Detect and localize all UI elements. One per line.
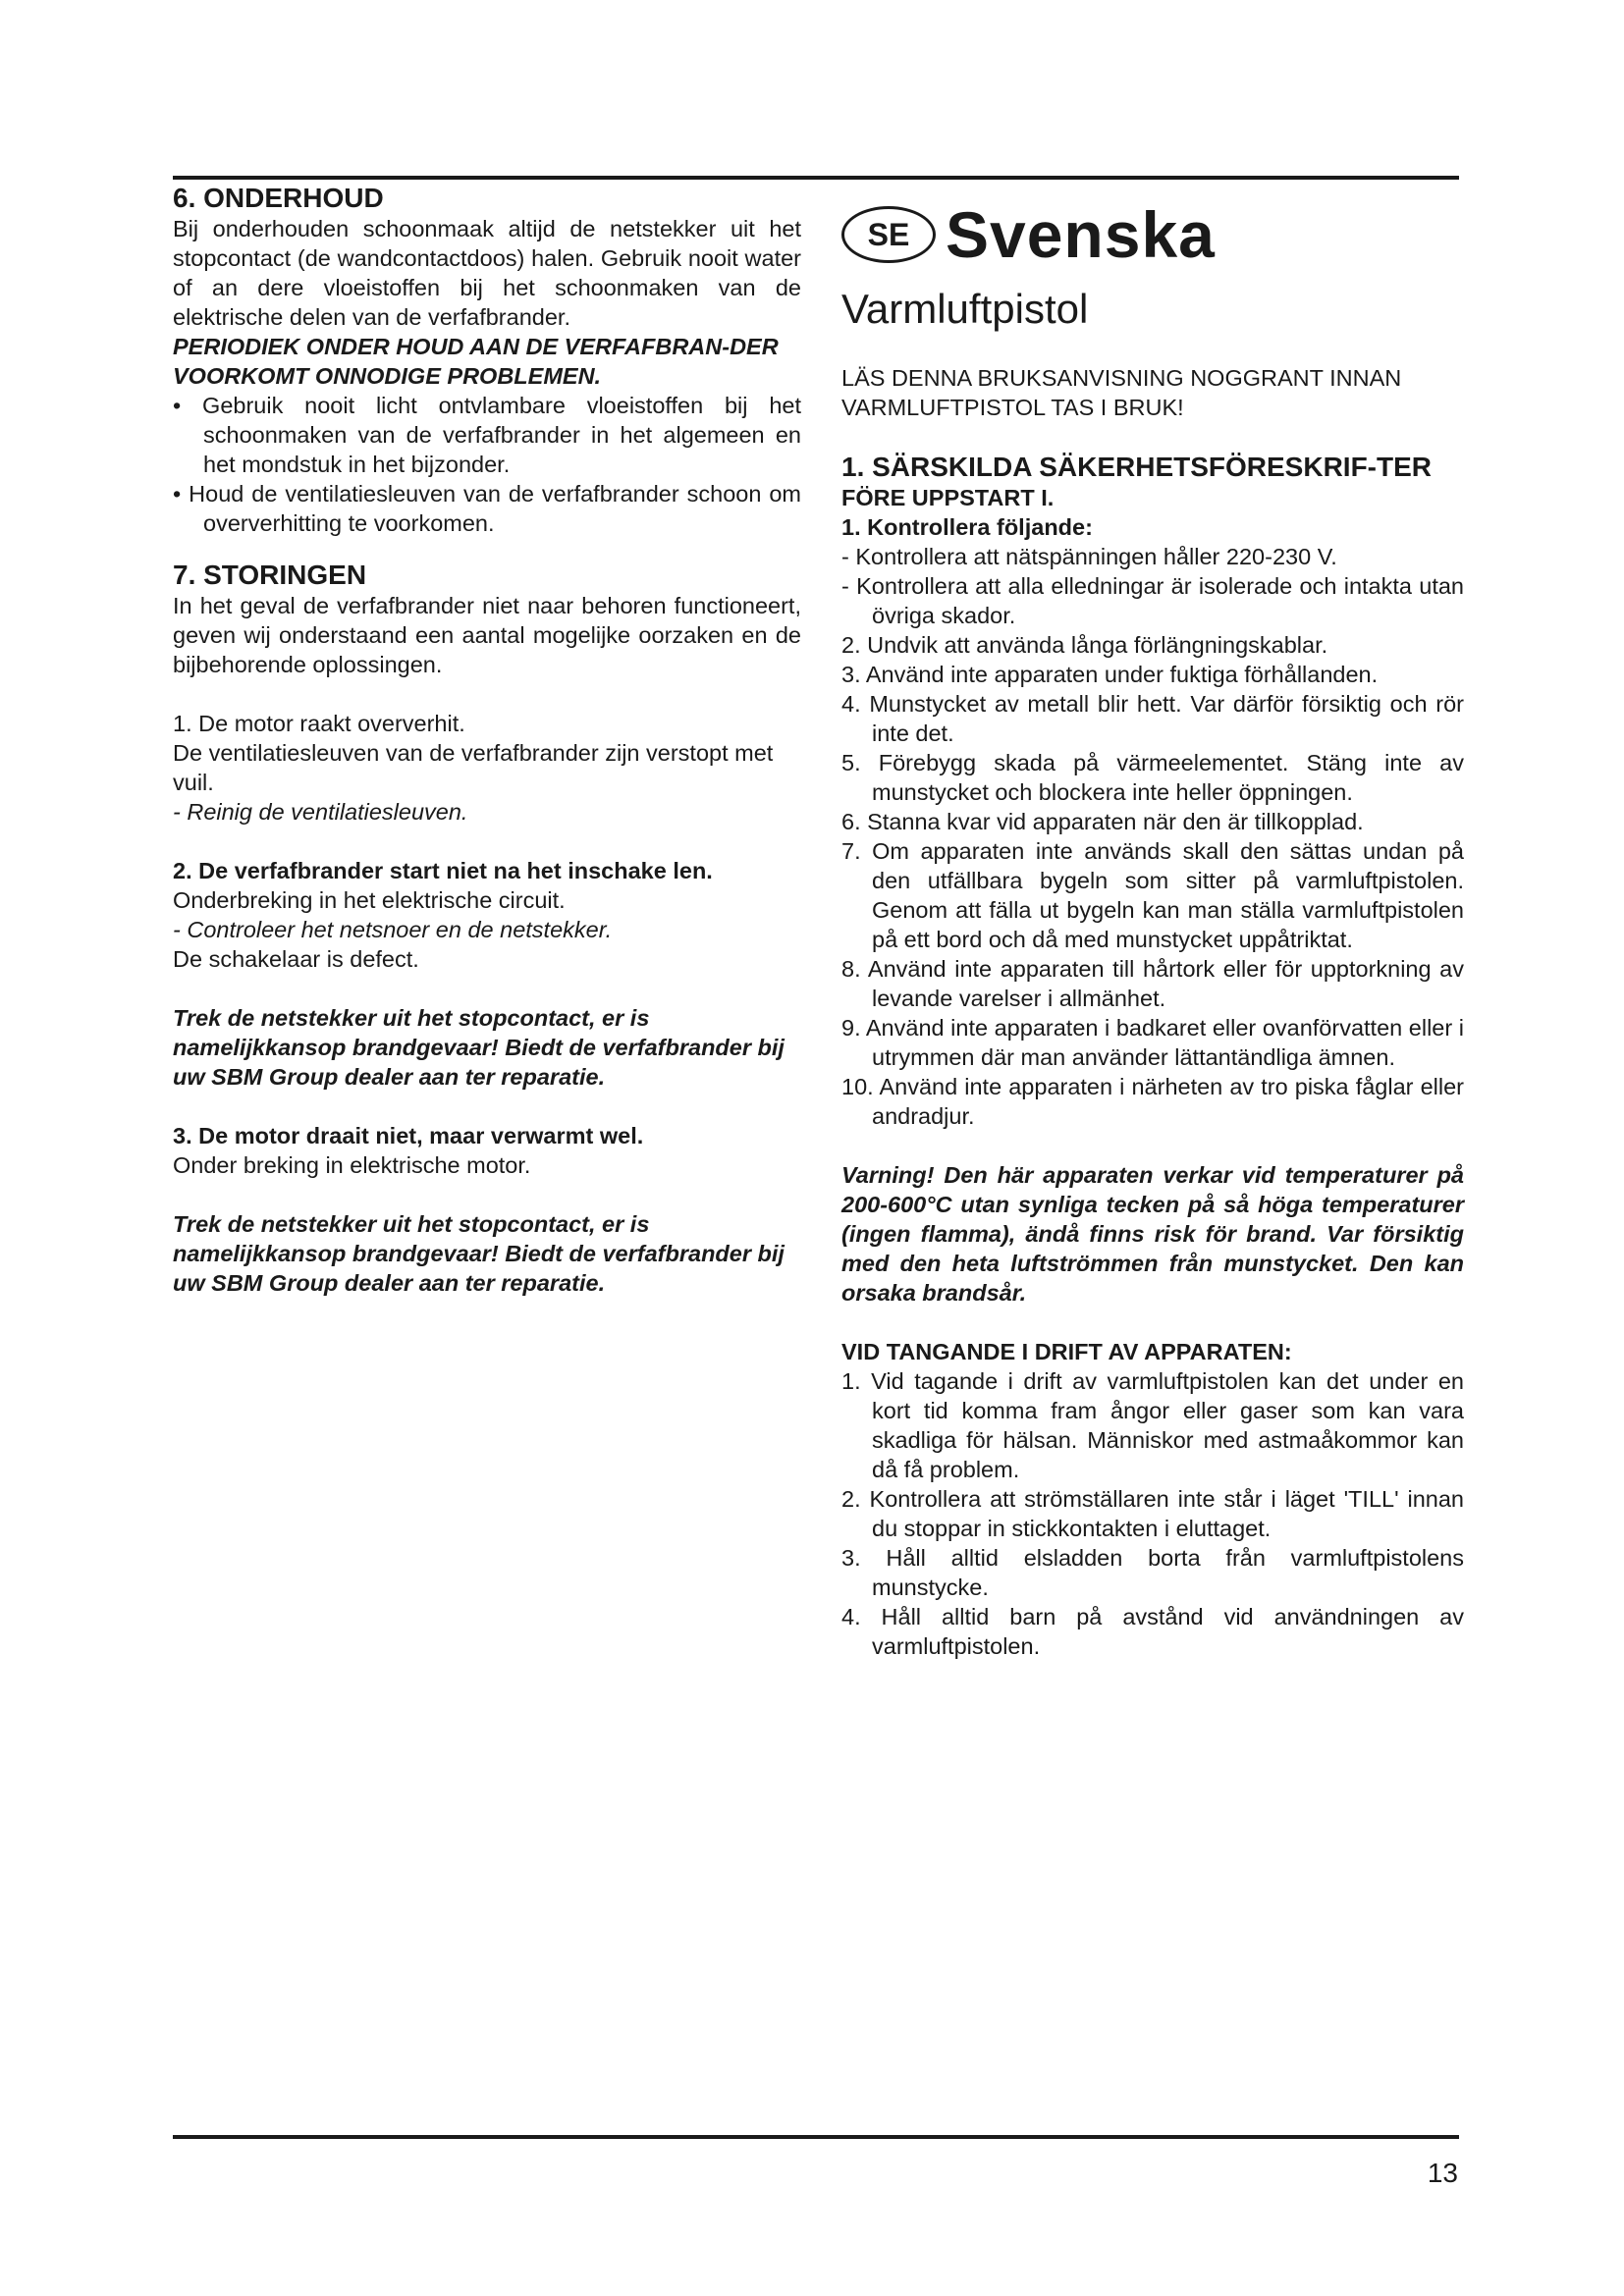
- section-6-warning: PERIODIEK ONDER HOUD AAN DE VERFAFBRAN-DER VOORKOMT ONNODIGE PROBLEMEN.: [173, 334, 779, 389]
- list-item: 1. Vid tagande i drift av varmluftpistolen kan det under en kort tid komma fram ångor eller gaser som kan vara skadliga för hälsan. Människor med astmaåkommor kan då få problem.: [841, 1368, 1464, 1482]
- list-item: - Kontrollera att nätspänningen håller 220-230 V.: [841, 544, 1337, 569]
- language-badge: SE: [841, 206, 936, 263]
- section-1-title: 1. SÄRSKILDA SÄKERHETSFÖRESKRIF-TER: [841, 452, 1433, 482]
- list-item: 2. Undvik att använda långa förlängningskablar.: [841, 632, 1328, 658]
- page-number: 13: [1427, 2158, 1458, 2188]
- problem-1-fix: - Reinig de ventilatiesleuven.: [173, 799, 468, 825]
- problem-2-text-2: De schakelaar is defect.: [173, 946, 419, 972]
- problem-2-title: 2. De verfafbrander start niet na het inschake len.: [173, 858, 713, 883]
- problem-1-title: 1. De motor raakt oververhit.: [173, 711, 465, 736]
- section-1-subtitle: FÖRE UPPSTART I.: [841, 485, 1055, 510]
- bottom-rule: [173, 2135, 1459, 2139]
- list-item: 3. Håll alltid elsladden borta från varmluftpistolens munstycke.: [841, 1545, 1464, 1600]
- problem-3-title: 3. De motor draait niet, maar verwarmt wel.: [173, 1123, 644, 1148]
- list-item: 3. Använd inte apparaten under fuktiga förhållanden.: [841, 662, 1379, 687]
- section-7-title: 7. STORINGEN: [173, 560, 367, 590]
- section-6-intro: Bij onderhouden schoonmaak altijd de netstekker uit het stopcontact (de wandcontactdoos) halen. Gebruik nooit water of an dere vloeistoffen bij het schoonmaken van de elektrische delen van de verfafbrander.: [173, 216, 801, 330]
- list-item: 2. Kontrollera att strömställaren inte står i läget 'TILL' innan du stoppar in stickkontakten i eluttaget.: [841, 1486, 1464, 1541]
- warning-2: Trek de netstekker uit het stopcontact, er is namelijkkansop brandgevaar! Biedt de verfafbrander bij uw SBM Group dealer aan ter reparatie.: [173, 1211, 785, 1296]
- section-1-subtitle-2: 1. Kontrollera följande:: [841, 514, 1093, 540]
- list-item: 5. Förebygg skada på värmeelementet. Stäng inte av munstycket och blockera inte heller öppningen.: [841, 750, 1464, 805]
- list-item: 9. Använd inte apparaten i badkaret eller ovanförvatten eller i utrymmen där man använder lättantändliga ämnen.: [841, 1015, 1464, 1070]
- problem-1-text: De ventilatiesleuven van de verfafbrander zijn verstopt met vuil.: [173, 740, 774, 795]
- list-item: 4. Munstycket av metall blir hett. Var därför försiktig och rör inte det.: [841, 691, 1464, 746]
- top-rule: [173, 176, 1459, 180]
- intro-warning: LÄS DENNA BRUKSANVISNING NOGGRANT INNAN VARMLUFTPISTOL TAS I BRUK!: [841, 365, 1402, 420]
- problem-3-text: Onder breking in elektrische motor.: [173, 1152, 531, 1178]
- left-column: [173, 183, 801, 1298]
- section-6-title: 6. ONDERHOUD: [173, 183, 384, 213]
- language-header: [841, 194, 1464, 275]
- warning-paragraph: Varning! Den här apparaten verkar vid temperaturer på 200-600°C utan synliga tecken på så höga temperaturer (ingen flamma), ändå finns risk för brand. Var försiktig med den heta luftströmmen från munstycket. Den kan orsaka brandsår.: [841, 1162, 1464, 1306]
- bullet-item: • Houd de ventilatiesleuven van de verfafbrander schoon om oververhitting te voorkomen.: [173, 481, 801, 536]
- list-item: 8. Använd inte apparaten till hårtork eller för upptorkning av levande varelser i allmänhet.: [841, 956, 1464, 1011]
- document-title: Varmluftpistol: [841, 286, 1089, 332]
- section-7-intro: In het geval de verfafbrander niet naar behoren functioneert, geven wij onderstaand een aantal mogelijke oorzaken en de bijbehorende oplossingen.: [173, 593, 801, 677]
- warning-1: Trek de netstekker uit het stopcontact, er is namelijkkansop brandgevaar! Biedt de verfafbrander bij uw SBM Group dealer aan ter reparatie.: [173, 1005, 785, 1090]
- section-2-title: VID TANGANDE I DRIFT AV APPARATEN:: [841, 1339, 1292, 1364]
- bullet-item: • Gebruik nooit licht ontvlambare vloeistoffen bij het schoonmaken van de verfafbrander in het algemeen en het mondstuk in het bijzonder.: [173, 393, 801, 477]
- list-item: - Kontrollera att alla elledningar är isolerade och intakta utan övriga skador.: [841, 573, 1464, 628]
- list-item: 4. Håll alltid barn på avstånd vid användningen av varmluftpistolen.: [841, 1604, 1464, 1659]
- language-title: Svenska: [946, 198, 1216, 271]
- right-column: [841, 183, 1464, 1661]
- list-item: 6. Stanna kvar vid apparaten när den är tillkopplad.: [841, 809, 1364, 834]
- problem-2-fix: - Controleer het netsnoer en de netstekker.: [173, 917, 613, 942]
- problem-2-text: Onderbreking in het elektrische circuit.: [173, 887, 566, 913]
- list-item: 7. Om apparaten inte används skall den sättas undan på den utfällbara bygeln som sitter på varmluftpistolen. Genom att fälla ut bygeln kan man ställa varmluftpistolen på ett bord och då med munstycket uppåtriktat.: [841, 838, 1464, 952]
- list-item: 10. Använd inte apparaten i närheten av tro piska fåglar eller andradjur.: [841, 1074, 1464, 1129]
